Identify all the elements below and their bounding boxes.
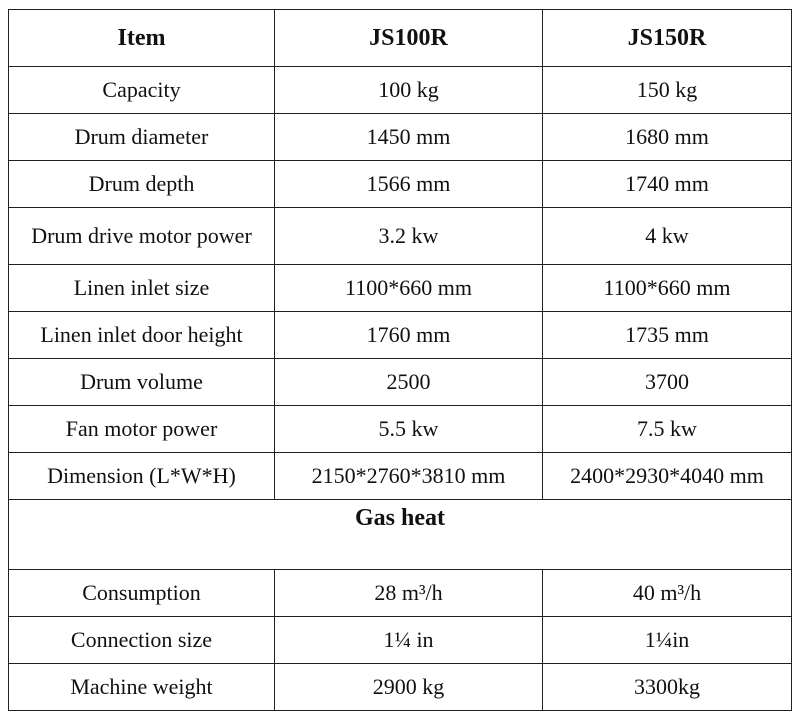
row-label: Connection size — [9, 617, 275, 664]
row-label: Drum volume — [9, 359, 275, 406]
cell-js150r: 3300kg — [543, 664, 792, 711]
row-label: Drum diameter — [9, 114, 275, 161]
section-title: Gas heat — [9, 500, 792, 570]
cell-js150r: 3700 — [543, 359, 792, 406]
cell-js150r: 1100*660 mm — [543, 265, 792, 312]
cell-js100r: 1760 mm — [275, 312, 543, 359]
row-label: Consumption — [9, 570, 275, 617]
cell-js150r: 1¼in — [543, 617, 792, 664]
cell-js150r: 1740 mm — [543, 161, 792, 208]
row-label: Drum drive motor power — [9, 208, 275, 265]
cell-js100r: 2500 — [275, 359, 543, 406]
header-item: Item — [9, 10, 275, 67]
table-row — [9, 570, 792, 617]
cell-js100r: 1450 mm — [275, 114, 543, 161]
table-row — [9, 265, 792, 312]
cell-js100r: 2150*2760*3810 mm — [275, 453, 543, 500]
cell-js100r: 2900 kg — [275, 664, 543, 711]
cell-js100r: 3.2 kw — [275, 208, 543, 265]
cell-js100r: 100 kg — [275, 67, 543, 114]
cell-js150r: 40 m³/h — [543, 570, 792, 617]
row-label: Machine weight — [9, 664, 275, 711]
cell-js100r: 1¼ in — [275, 617, 543, 664]
row-label: Dimension (L*W*H) — [9, 453, 275, 500]
cell-js100r: 5.5 kw — [275, 406, 543, 453]
cell-js150r: 7.5 kw — [543, 406, 792, 453]
table-row — [9, 208, 792, 265]
row-label: Drum depth — [9, 161, 275, 208]
table-row — [9, 406, 792, 453]
table-row — [9, 161, 792, 208]
header-model-js100r: JS100R — [275, 10, 543, 67]
cell-js100r: 1566 mm — [275, 161, 543, 208]
table-row — [9, 114, 792, 161]
row-label: Fan motor power — [9, 406, 275, 453]
table-row — [9, 67, 792, 114]
cell-js150r: 2400*2930*4040 mm — [543, 453, 792, 500]
header-row — [9, 10, 792, 67]
row-label: Capacity — [9, 67, 275, 114]
section-header-row — [9, 500, 792, 570]
table-row — [9, 453, 792, 500]
cell-js150r: 1680 mm — [543, 114, 792, 161]
header-model-js150r: JS150R — [543, 10, 792, 67]
cell-js150r: 4 kw — [543, 208, 792, 265]
cell-js150r: 150 kg — [543, 67, 792, 114]
table-row — [9, 359, 792, 406]
cell-js100r: 28 m³/h — [275, 570, 543, 617]
cell-js150r: 1735 mm — [543, 312, 792, 359]
row-label: Linen inlet door height — [9, 312, 275, 359]
table-row — [9, 312, 792, 359]
table-row — [9, 664, 792, 711]
spec-table — [8, 9, 792, 711]
row-label: Linen inlet size — [9, 265, 275, 312]
cell-js100r: 1100*660 mm — [275, 265, 543, 312]
table-row — [9, 617, 792, 664]
